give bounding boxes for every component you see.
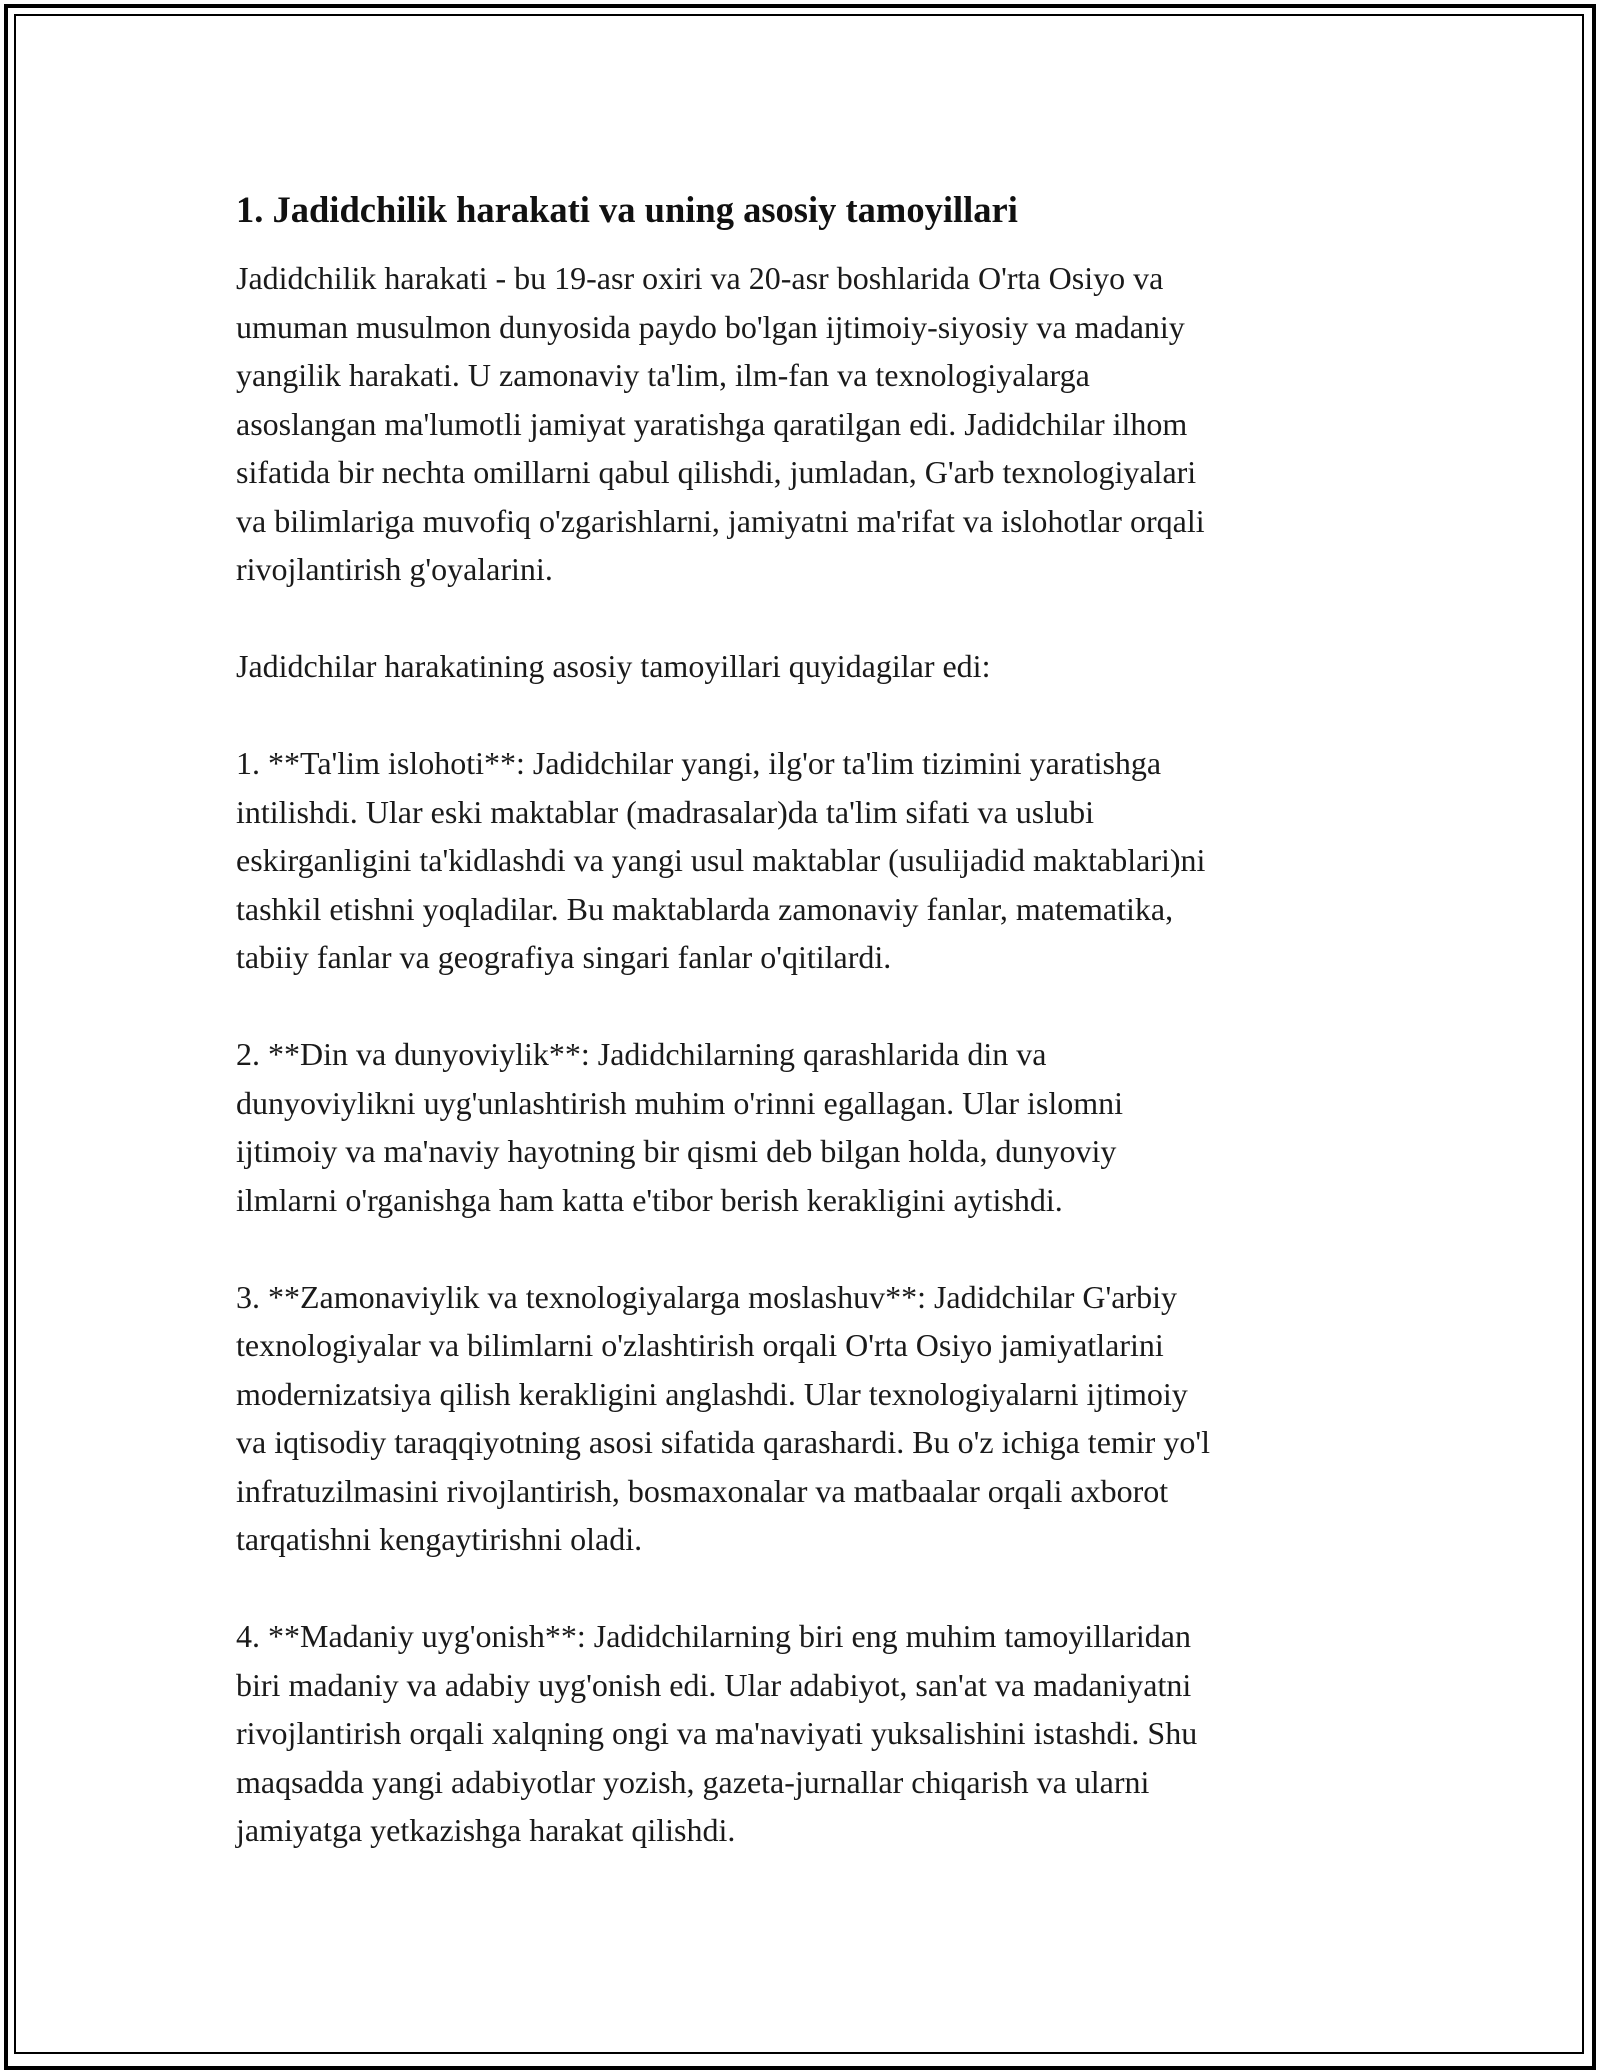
principles-intro-paragraph [236,642,1366,691]
text-line: Jadidchilik harakati - bu 19-asr oxiri va 20-asr boshlarida O'rta Osiyo va [236,260,1164,296]
text-line: 2. **Din va dunyoviylik**: Jadidchilarning qarashlarida din va [236,1036,1047,1072]
text-line: jamiyatga yetkazishga harakat qilishdi. [236,1812,736,1848]
intro-paragraph [236,254,1366,594]
text-line: ilmlarni o'rganishga ham katta e'tibor berish kerakligini aytishdi. [236,1181,1063,1218]
document-body [236,186,1366,1903]
section-heading: 1. Jadidchilik harakati va uning asosiy tamoyillari [236,189,1018,230]
text-line: maqsadda yangi adabiyotlar yozish, gazeta-jurnallar chiqarish va ularni [236,1763,1150,1800]
text-line: 4. **Madaniy uyg'onish**: Jadidchilarning biri eng muhim tamoyillaridan [236,1618,1191,1654]
text-line: umuman musulmon dunyosida paydo bo'lgan ijtimoiy-siyosiy va madaniy [236,308,1185,345]
principle-3-paragraph [236,1273,1366,1564]
principle-4-paragraph [236,1612,1366,1855]
text-line: eskirganligini ta'kidlashdi va yangi usul maktablar (usulijadid maktablari)ni [236,842,1206,878]
text-line: yangilik harakati. U zamonaviy ta'lim, ilm-fan va texnologiyalarga [236,357,1090,393]
text-line: va iqtisodiy taraqqiyotning asosi sifatida qarashardi. Bu o'z ichiga temir yo'l [236,1424,1210,1460]
text-line: tashkil etishni yoqladilar. Bu maktablarda zamonaviy fanlar, matematika, [236,890,1174,927]
text-line: Jadidchilar harakatining asosiy tamoyillari quyidagilar edi: [236,648,991,684]
text-line: dunyoviylikni uyg'unlashtirish muhim o'rinni egallagan. Ular islomni [236,1084,1123,1121]
text-line: tarqatishni kengaytirishni oladi. [236,1521,643,1557]
text-line: ijtimoiy va ma'naviy hayotning bir qismi deb bilgan holda, dunyoviy [236,1133,1117,1169]
text-line: rivojlantirish orqali xalqning ongi va ma'naviyati yuksalishini istashdi. Shu [236,1715,1198,1751]
text-line: texnologiyalar va bilimlarni o'zlashtirish orqali O'rta Osiyo jamiyatlarini [236,1327,1164,1363]
principle-2-paragraph [236,1030,1366,1224]
text-line: modernizatsiya qilish kerakligini anglashdi. Ular texnologiyalarni ijtimoiy [236,1375,1188,1412]
text-line: 1. **Ta'lim islohoti**: Jadidchilar yangi, ilg'or ta'lim tizimini yaratishga [236,745,1162,781]
text-line: rivojlantirish g'oyalarini. [236,551,553,587]
text-line: biri madaniy va adabiy uyg'onish edi. Ular adabiyot, san'at va madaniyatni [236,1666,1192,1703]
text-line: va bilimlariga muvofiq o'zgarishlarni, jamiyatni ma'rifat va islohotlar orqali [236,502,1205,539]
text-line: 3. **Zamonaviylik va texnologiyalarga moslashuv**: Jadidchilar G'arbiy [236,1278,1177,1315]
text-line: intilishdi. Ular eski maktablar (madrasalar)da ta'lim sifati va uslubi [236,793,1094,830]
principle-1-paragraph [236,739,1366,982]
text-line: sifatida bir nechta omillarni qabul qilishdi, jumladan, G'arb texnologiyalari [236,454,1197,490]
text-line: infratuzilmasini rivojlantirish, bosmaxonalar va matbaalar orqali axborot [236,1472,1169,1509]
text-line: asoslangan ma'lumotli jamiyat yaratishga qaratilgan edi. Jadidchilar ilhom [236,405,1188,442]
text-line: tabiiy fanlar va geografiya singari fanlar o'qitilardi. [236,939,892,975]
